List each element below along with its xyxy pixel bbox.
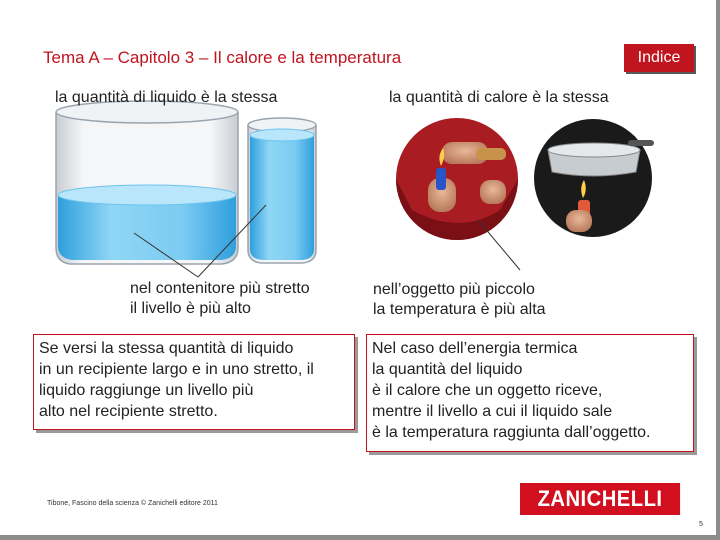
right-caption-line: nell’oggetto più piccolo (373, 281, 535, 298)
left-box-line: Se versi la stessa quantità di liquido (39, 340, 294, 357)
index-button[interactable]: Indice (624, 44, 694, 72)
left-box-line: liquido raggiunge un livello più (39, 382, 254, 399)
right-caption-line: la temperatura è più alta (373, 301, 546, 318)
right-box-line: Nel caso dell’energia termica (372, 340, 578, 357)
slide-title: Tema A – Capitolo 3 – Il calore e la temperatura (43, 48, 402, 67)
right-label: la quantità di calore è la stessa (389, 89, 609, 106)
narrow-glass-water (250, 135, 314, 260)
wide-glass (56, 101, 238, 264)
left-caption-line: il livello è più alto (130, 300, 251, 317)
left-caption (130, 279, 310, 319)
left-box-line: alto nel recipiente stretto. (39, 403, 218, 420)
pointer-line-small-object (478, 220, 520, 270)
left-box-line: in un recipiente largo e in uno stretto, il (39, 361, 314, 378)
narrow-glass (248, 118, 316, 263)
right-box-line: è il calore che un oggetto riceve, (372, 382, 603, 399)
right-box-line: la quantità del liquido (372, 361, 523, 378)
page-number: 5 (699, 521, 703, 528)
footer-credit: Tibone, Fascino della scienza © Zanichelli editore 2011 (47, 500, 218, 507)
right-caption (373, 280, 546, 320)
photo-large-object (534, 119, 654, 237)
right-box-line: è la temperatura raggiunta dall’oggetto. (372, 424, 651, 441)
right-explanation-box (366, 334, 694, 452)
zanichelli-logo: ZANICHELLI (520, 483, 680, 515)
left-label: la quantità di liquido è la stessa (55, 89, 278, 106)
photo-small-object (396, 118, 518, 240)
left-explanation-box (33, 334, 355, 430)
left-caption-line: nel contenitore più stretto (130, 280, 310, 297)
right-box-line: mentre il livello a cui il liquido sale (372, 403, 613, 420)
